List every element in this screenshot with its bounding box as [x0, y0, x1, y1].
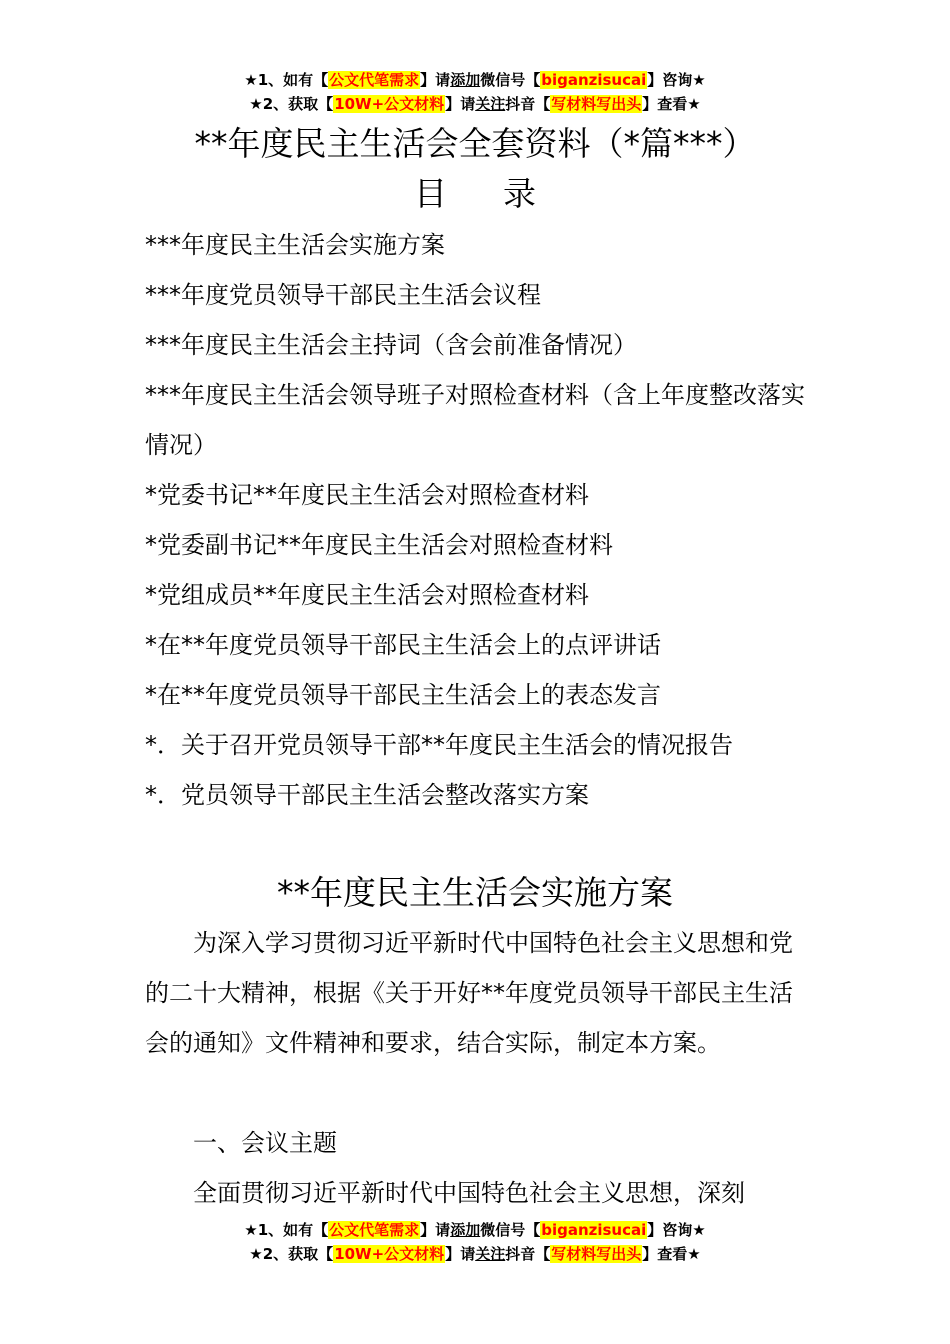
banner-text: 抖音【 — [505, 1245, 551, 1263]
toc-item: *．党员领导干部民主生活会整改落实方案 — [145, 781, 589, 809]
banner-text: 微信号【 — [480, 1221, 541, 1239]
banner-text: 】查看★ — [642, 1245, 701, 1263]
toc-item: *在**年度党员领导干部民主生活会上的表态发言 — [145, 681, 661, 709]
intro-paragraph: 为深入学习贯彻习近平新时代中国特色社会主义思想和党的二十大精神，根据《关于开好**年度党员领导干部民主生活会的通知》文件精神和要求，结合实际，制定本方案。 — [145, 929, 793, 1057]
banner-text: ★1、如有【 — [244, 71, 329, 89]
banner-highlight: 写材料写出头 — [551, 1245, 642, 1263]
table-of-contents — [145, 220, 810, 820]
banner-text: ★2、获取【 — [249, 95, 334, 113]
toc-item: *党组成员**年度民主生活会对照检查材料 — [145, 581, 589, 609]
toc-item: *党委副书记**年度民主生活会对照检查材料 — [145, 531, 613, 559]
banner-text: 】咨询★ — [647, 71, 706, 89]
banner-highlight: 公文代笔需求 — [329, 1221, 420, 1239]
toc-heading: 目录 — [414, 174, 592, 213]
banner-line-2 — [0, 1242, 950, 1266]
banner-line-1 — [0, 68, 950, 92]
banner-wechat-id: biganzisucai — [541, 71, 647, 89]
toc-item: ***年度民主生活会实施方案 — [145, 231, 445, 259]
toc-item: ***年度党员领导干部民主生活会议程 — [145, 281, 541, 309]
banner-wechat-id: biganzisucai — [541, 1221, 647, 1239]
banner-text: 】查看★ — [642, 95, 701, 113]
body-paragraph: 全面贯彻习近平新时代中国特色社会主义思想，深刻 — [193, 1179, 745, 1207]
section-title: **年度民主生活会实施方案 — [277, 873, 673, 912]
banner-text: ★2、获取【 — [249, 1245, 334, 1263]
toc-item: *．关于召开党员领导干部**年度民主生活会的情况报告 — [145, 731, 733, 759]
banner-highlight: 公文代笔需求 — [329, 71, 420, 89]
banner-underline: 添加 — [450, 71, 481, 89]
banner-text: 】请 — [420, 1221, 451, 1239]
banner-text: 】咨询★ — [647, 1221, 706, 1239]
banner-line-2 — [0, 92, 950, 116]
toc-item: ***年度民主生活会领导班子对照检查材料（含上年度整改落实情况） — [145, 381, 805, 459]
banner-text: 】请 — [445, 1245, 476, 1263]
banner-highlight: 写材料写出头 — [551, 95, 642, 113]
banner-highlight: 10W+公文材料 — [334, 1245, 445, 1263]
banner-text: 抖音【 — [505, 95, 551, 113]
document-title: **年度民主生活会全套资料（*篇***） — [194, 124, 756, 163]
section-heading: 一、会议主题 — [193, 1129, 337, 1157]
banner-line-1 — [0, 1218, 950, 1242]
toc-item: *党委书记**年度民主生活会对照检查材料 — [145, 481, 589, 509]
toc-item: ***年度民主生活会主持词（含会前准备情况） — [145, 331, 637, 359]
banner-highlight: 10W+公文材料 — [334, 95, 445, 113]
banner-text: 】请 — [420, 71, 451, 89]
bottom-banner — [0, 1218, 950, 1266]
banner-text: 微信号【 — [480, 71, 541, 89]
banner-underline: 添加 — [450, 1221, 481, 1239]
toc-item: *在**年度党员领导干部民主生活会上的点评讲话 — [145, 631, 661, 659]
banner-text: ★1、如有【 — [244, 1221, 329, 1239]
banner-underline: 关注 — [475, 1245, 506, 1263]
banner-text: 】请 — [445, 95, 476, 113]
top-banner — [0, 68, 950, 116]
banner-underline: 关注 — [475, 95, 506, 113]
